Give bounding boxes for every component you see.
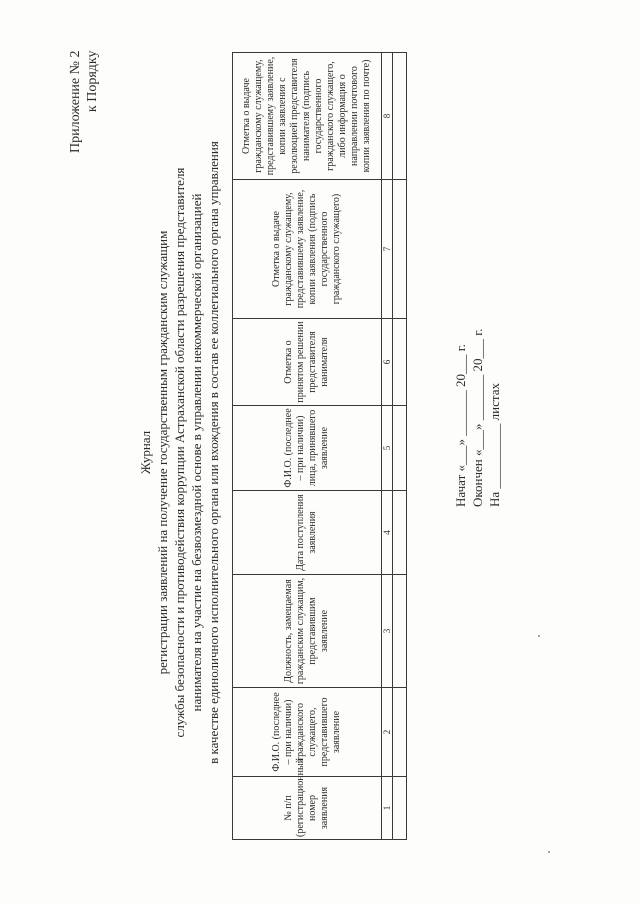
appendix-header: [67, 51, 101, 154]
column-number: 6: [382, 319, 393, 406]
appendix-reference: к Порядку: [85, 50, 100, 113]
journal-subtitle-line-2: службы безопасности и противодействия коррупции Астраханской области разрешения представителя: [172, 167, 187, 738]
column-header-employee-name: Ф.И.О. (последнее – при наличии) гражданского служащего, представившего заявление: [233, 688, 382, 777]
journal-subtitle-line-1: регистрации заявлений на получение государственным гражданским служащим: [155, 230, 170, 675]
journal-subtitle-line-4: в качестве единоличного исполнительного органа или вхождения в состав ее коллегиального органа управления: [206, 141, 221, 764]
journal-title-block: [137, 40, 222, 865]
appendix-number: Приложение № 2: [68, 50, 83, 153]
empty-cell: [393, 180, 407, 319]
journal-table: [232, 52, 407, 840]
column-number: 2: [382, 688, 393, 777]
column-number: 5: [382, 406, 393, 491]
column-number: 1: [382, 777, 393, 840]
column-number-row: [382, 53, 393, 840]
sheet-count-line: На __________ листах: [487, 383, 502, 507]
empty-cell: [393, 406, 407, 491]
column-number: 3: [382, 575, 393, 688]
scan-speck: [548, 851, 550, 853]
table-header-row: [233, 53, 382, 840]
column-header-receiver-name: Ф.И.О. (последнее – при наличии) лица, принявшего заявление: [233, 406, 382, 491]
column-header-decision-mark: Отметка о принятом решении представителя нанимателя: [233, 319, 382, 406]
column-header-copy-issued: Отметка о выдаче гражданскому служащему, представившему заявление, копии заявления (подпись государственного гражданского служащего): [233, 180, 382, 319]
journal-subtitle-line-3: нанимателя на участие на безвозмездной основе в управлении некоммерческой организацией: [189, 193, 204, 712]
column-number: 7: [382, 180, 393, 319]
column-number: 8: [382, 53, 393, 180]
scan-speck: [538, 635, 540, 637]
empty-cell: [393, 53, 407, 180]
journal-title: Журнал: [138, 430, 153, 475]
column-header-resolution-copy-issued: Отметка о выдаче гражданскому служащему, представившему заявление, копии заявления с резолюцией представителя нанимателя (подпись государственного гражданского служащего, либо информация о направлении почтового копии заявления по почте): [233, 53, 382, 180]
ended-date-line: Окончен «___» _______ 20___ г.: [470, 328, 485, 507]
empty-cell: [393, 777, 407, 840]
journal-footer: [452, 329, 503, 507]
column-header-receipt-date: Дата поступления заявления: [233, 491, 382, 575]
column-number: 4: [382, 491, 393, 575]
started-date-line: Начат «___» _______ 20___ г.: [453, 344, 468, 507]
column-header-number: № п/п (регистрационный номер заявления: [233, 777, 382, 840]
empty-cell: [393, 319, 407, 406]
empty-cell: [393, 491, 407, 575]
empty-cell: [393, 575, 407, 688]
empty-cell: [393, 688, 407, 777]
empty-entry-row: [393, 53, 407, 840]
column-header-position: Должность, замещаемая гражданским служащим, представившим заявление: [233, 575, 382, 688]
